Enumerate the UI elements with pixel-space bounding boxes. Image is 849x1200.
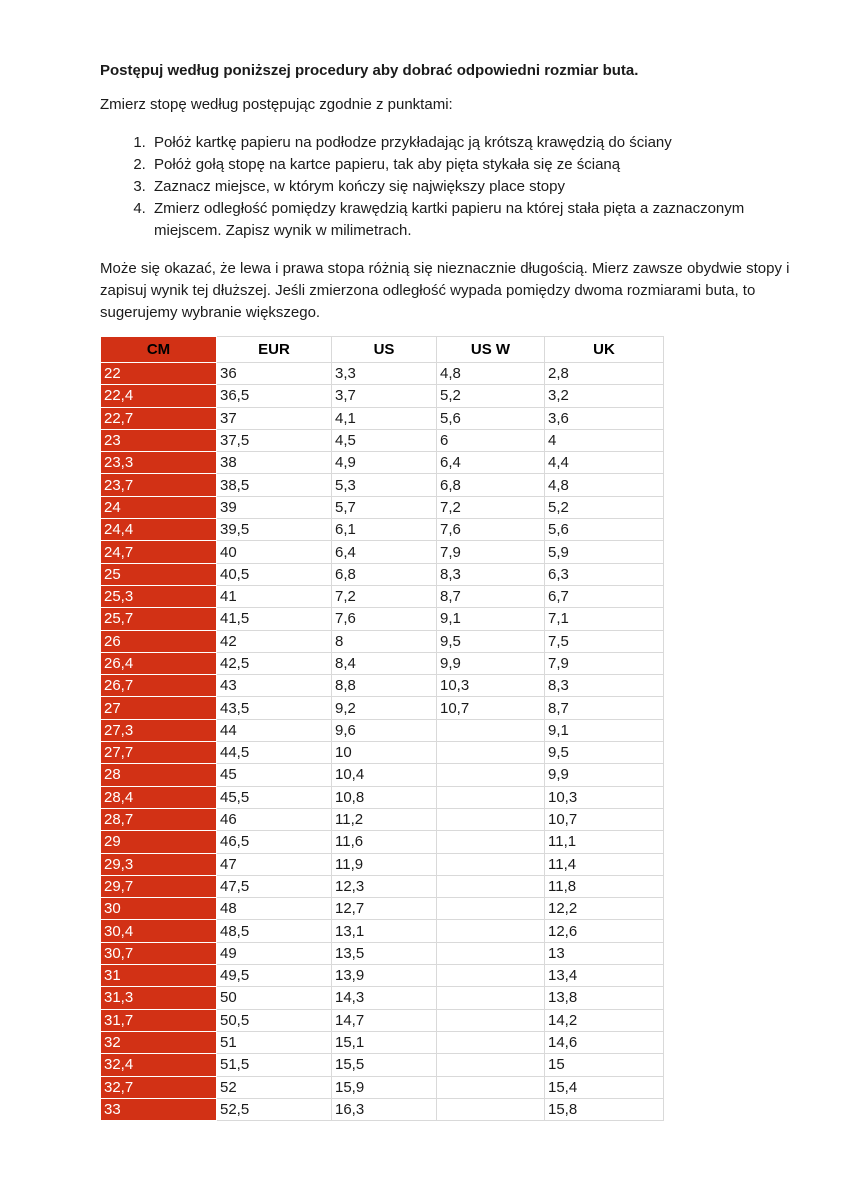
cell-eur: 51 — [217, 1031, 332, 1053]
table-row — [101, 764, 664, 786]
instruction-step-3: 3. Zaznacz miejsce, w którym kończy się największy place stopy — [150, 176, 800, 198]
cell-uk: 7,1 — [545, 608, 664, 630]
cell-cm: 28 — [101, 764, 217, 786]
table-row — [101, 675, 664, 697]
cell-us: 4,1 — [332, 407, 437, 429]
cell-usw: 9,5 — [437, 630, 545, 652]
cell-eur: 52,5 — [217, 1098, 332, 1120]
cell-eur: 38,5 — [217, 474, 332, 496]
cell-cm: 26,4 — [101, 652, 217, 674]
cell-uk: 5,6 — [545, 519, 664, 541]
cell-eur: 37,5 — [217, 429, 332, 451]
cell-usw — [437, 853, 545, 875]
cell-usw — [437, 1076, 545, 1098]
cell-cm: 29 — [101, 831, 217, 853]
cell-us: 14,3 — [332, 987, 437, 1009]
table-row — [101, 1098, 664, 1120]
cell-eur: 42,5 — [217, 652, 332, 674]
cell-uk: 10,3 — [545, 786, 664, 808]
table-row — [101, 965, 664, 987]
table-row — [101, 719, 664, 741]
table-row — [101, 385, 664, 407]
cell-cm: 22,7 — [101, 407, 217, 429]
table-row — [101, 898, 664, 920]
cell-us: 10,4 — [332, 764, 437, 786]
cell-eur: 40,5 — [217, 563, 332, 585]
cell-cm: 29,3 — [101, 853, 217, 875]
cell-usw — [437, 831, 545, 853]
table-row — [101, 808, 664, 830]
cell-uk: 9,5 — [545, 742, 664, 764]
cell-eur: 39,5 — [217, 519, 332, 541]
cell-eur: 40 — [217, 541, 332, 563]
cell-usw — [437, 942, 545, 964]
cell-usw — [437, 965, 545, 987]
cell-usw: 9,1 — [437, 608, 545, 630]
cell-eur: 42 — [217, 630, 332, 652]
cell-uk: 3,2 — [545, 385, 664, 407]
table-row — [101, 519, 664, 541]
cell-us: 8,4 — [332, 652, 437, 674]
cell-cm: 32,4 — [101, 1054, 217, 1076]
cell-eur: 37 — [217, 407, 332, 429]
cell-us: 3,3 — [332, 363, 437, 385]
cell-us: 16,3 — [332, 1098, 437, 1120]
cell-uk: 7,9 — [545, 652, 664, 674]
cell-cm: 24 — [101, 496, 217, 518]
cell-uk: 4 — [545, 429, 664, 451]
note-paragraph: Może się okazać, że lewa i prawa stopa różnią się nieznacznie długością. Mierz zawsze obydwie stopy i zapisuj wynik tej dłuższej. Jeśli zmierzona odległość wypada pomiędzy dwoma rozmiarami buta, to sugerujemy wybranie większego. — [100, 260, 790, 321]
cell-usw — [437, 808, 545, 830]
cell-cm: 30,4 — [101, 920, 217, 942]
table-row — [101, 1054, 664, 1076]
cell-cm: 23 — [101, 429, 217, 451]
cell-cm: 27 — [101, 697, 217, 719]
table-row — [101, 920, 664, 942]
cell-eur: 49,5 — [217, 965, 332, 987]
cell-cm: 25,3 — [101, 585, 217, 607]
cell-uk: 11,8 — [545, 875, 664, 897]
cell-cm: 23,7 — [101, 474, 217, 496]
cell-uk: 4,8 — [545, 474, 664, 496]
cell-eur: 41 — [217, 585, 332, 607]
table-row — [101, 942, 664, 964]
instruction-step-4: 4. Zmierz odległość pomiędzy krawędzią kartki papieru na której stała pięta a zaznaczonym miejscem. Zapisz wynik w milimetrach. — [150, 198, 800, 242]
cell-us: 11,9 — [332, 853, 437, 875]
cell-uk: 7,5 — [545, 630, 664, 652]
table-row — [101, 630, 664, 652]
table-row — [101, 585, 664, 607]
cell-cm: 26,7 — [101, 675, 217, 697]
table-row — [101, 496, 664, 518]
cell-uk: 8,7 — [545, 697, 664, 719]
cell-uk: 12,6 — [545, 920, 664, 942]
cell-uk: 11,4 — [545, 853, 664, 875]
cell-uk: 14,2 — [545, 1009, 664, 1031]
column-header-us: US — [332, 337, 437, 363]
cell-usw — [437, 1098, 545, 1120]
cell-usw — [437, 719, 545, 741]
table-row — [101, 407, 664, 429]
cell-uk: 15,8 — [545, 1098, 664, 1120]
table-row — [101, 363, 664, 385]
cell-eur: 43 — [217, 675, 332, 697]
cell-us: 6,8 — [332, 563, 437, 585]
cell-usw: 6,4 — [437, 452, 545, 474]
table-row — [101, 875, 664, 897]
cell-uk: 4,4 — [545, 452, 664, 474]
cell-us: 12,7 — [332, 898, 437, 920]
cell-cm: 28,7 — [101, 808, 217, 830]
cell-usw — [437, 1009, 545, 1031]
cell-us: 14,7 — [332, 1009, 437, 1031]
cell-eur: 45 — [217, 764, 332, 786]
cell-uk: 13,4 — [545, 965, 664, 987]
cell-uk: 5,9 — [545, 541, 664, 563]
cell-us: 15,1 — [332, 1031, 437, 1053]
column-header-uk: UK — [545, 337, 664, 363]
cell-cm: 23,3 — [101, 452, 217, 474]
cell-uk: 12,2 — [545, 898, 664, 920]
cell-usw: 4,8 — [437, 363, 545, 385]
cell-eur: 45,5 — [217, 786, 332, 808]
cell-uk: 11,1 — [545, 831, 664, 853]
cell-uk: 9,1 — [545, 719, 664, 741]
instructions-list — [100, 132, 800, 242]
cell-uk: 15 — [545, 1054, 664, 1076]
cell-eur: 46,5 — [217, 831, 332, 853]
document-title: Postępuj według poniższej procedury aby dobrać odpowiedni rozmiar buta. — [100, 62, 639, 79]
cell-cm: 22,4 — [101, 385, 217, 407]
cell-cm: 25,7 — [101, 608, 217, 630]
cell-us: 8,8 — [332, 675, 437, 697]
table-row — [101, 652, 664, 674]
cell-us: 9,6 — [332, 719, 437, 741]
cell-us: 5,7 — [332, 496, 437, 518]
cell-eur: 52 — [217, 1076, 332, 1098]
cell-usw: 5,2 — [437, 385, 545, 407]
cell-eur: 50,5 — [217, 1009, 332, 1031]
cell-usw: 9,9 — [437, 652, 545, 674]
cell-eur: 50 — [217, 987, 332, 1009]
cell-usw: 6 — [437, 429, 545, 451]
cell-us: 10 — [332, 742, 437, 764]
cell-us: 3,7 — [332, 385, 437, 407]
cell-usw — [437, 786, 545, 808]
cell-uk: 10,7 — [545, 808, 664, 830]
cell-eur: 48,5 — [217, 920, 332, 942]
table-header-row — [101, 337, 664, 363]
cell-cm: 26 — [101, 630, 217, 652]
cell-eur: 46 — [217, 808, 332, 830]
cell-eur: 48 — [217, 898, 332, 920]
table-row — [101, 697, 664, 719]
instruction-step-1: 1. Połóż kartkę papieru na podłodze przykładając ją krótszą krawędzią do ściany — [150, 132, 800, 154]
table-row — [101, 541, 664, 563]
cell-usw: 7,9 — [437, 541, 545, 563]
table-row — [101, 1009, 664, 1031]
table-row — [101, 1076, 664, 1098]
cell-us: 7,2 — [332, 585, 437, 607]
cell-uk: 6,7 — [545, 585, 664, 607]
cell-usw: 8,7 — [437, 585, 545, 607]
table-row — [101, 563, 664, 585]
cell-eur: 49 — [217, 942, 332, 964]
cell-eur: 44,5 — [217, 742, 332, 764]
cell-uk: 9,9 — [545, 764, 664, 786]
cell-cm: 28,4 — [101, 786, 217, 808]
cell-us: 7,6 — [332, 608, 437, 630]
cell-usw: 7,6 — [437, 519, 545, 541]
table-row — [101, 429, 664, 451]
cell-uk: 2,8 — [545, 363, 664, 385]
cell-us: 12,3 — [332, 875, 437, 897]
cell-cm: 31 — [101, 965, 217, 987]
cell-us: 13,1 — [332, 920, 437, 942]
cell-cm: 24,7 — [101, 541, 217, 563]
table-row — [101, 474, 664, 496]
cell-us: 15,5 — [332, 1054, 437, 1076]
cell-usw: 8,3 — [437, 563, 545, 585]
cell-cm: 27,7 — [101, 742, 217, 764]
cell-usw — [437, 987, 545, 1009]
cell-cm: 27,3 — [101, 719, 217, 741]
cell-eur: 44 — [217, 719, 332, 741]
cell-eur: 51,5 — [217, 1054, 332, 1076]
cell-cm: 31,3 — [101, 987, 217, 1009]
cell-eur: 36 — [217, 363, 332, 385]
table-row — [101, 1031, 664, 1053]
cell-cm: 29,7 — [101, 875, 217, 897]
cell-usw: 7,2 — [437, 496, 545, 518]
cell-cm: 22 — [101, 363, 217, 385]
cell-eur: 39 — [217, 496, 332, 518]
cell-uk: 8,3 — [545, 675, 664, 697]
cell-usw — [437, 898, 545, 920]
cell-cm: 32 — [101, 1031, 217, 1053]
cell-us: 5,3 — [332, 474, 437, 496]
cell-eur: 38 — [217, 452, 332, 474]
cell-eur: 47 — [217, 853, 332, 875]
cell-uk: 5,2 — [545, 496, 664, 518]
cell-us: 13,5 — [332, 942, 437, 964]
table-row — [101, 452, 664, 474]
cell-usw — [437, 742, 545, 764]
cell-eur: 41,5 — [217, 608, 332, 630]
table-body — [101, 363, 664, 1121]
cell-cm: 32,7 — [101, 1076, 217, 1098]
cell-uk: 13,8 — [545, 987, 664, 1009]
cell-uk: 15,4 — [545, 1076, 664, 1098]
cell-cm: 33 — [101, 1098, 217, 1120]
cell-us: 11,6 — [332, 831, 437, 853]
table-row — [101, 608, 664, 630]
cell-us: 10,8 — [332, 786, 437, 808]
cell-uk: 13 — [545, 942, 664, 964]
cell-us: 8 — [332, 630, 437, 652]
cell-us: 4,5 — [332, 429, 437, 451]
cell-cm: 25 — [101, 563, 217, 585]
cell-us: 13,9 — [332, 965, 437, 987]
instruction-step-2: 2. Połóż gołą stopę na kartce papieru, tak aby pięta stykała się ze ścianą — [150, 154, 800, 176]
cell-cm: 24,4 — [101, 519, 217, 541]
cell-usw: 10,7 — [437, 697, 545, 719]
cell-uk: 6,3 — [545, 563, 664, 585]
cell-usw — [437, 920, 545, 942]
table-header — [101, 337, 664, 363]
table-row — [101, 987, 664, 1009]
table-row — [101, 742, 664, 764]
table-row — [101, 831, 664, 853]
cell-uk: 3,6 — [545, 407, 664, 429]
cell-us: 15,9 — [332, 1076, 437, 1098]
cell-cm: 31,7 — [101, 1009, 217, 1031]
cell-eur: 43,5 — [217, 697, 332, 719]
cell-us: 4,9 — [332, 452, 437, 474]
cell-usw — [437, 764, 545, 786]
shoe-size-table — [100, 336, 664, 1121]
table-row — [101, 853, 664, 875]
column-header-usw: US W — [437, 337, 545, 363]
cell-usw — [437, 875, 545, 897]
cell-us: 11,2 — [332, 808, 437, 830]
intro-text: Zmierz stopę według postępując zgodnie z punktami: — [100, 96, 453, 113]
cell-usw: 5,6 — [437, 407, 545, 429]
cell-usw — [437, 1031, 545, 1053]
cell-eur: 36,5 — [217, 385, 332, 407]
cell-eur: 47,5 — [217, 875, 332, 897]
cell-us: 6,4 — [332, 541, 437, 563]
column-header-cm: CM — [101, 337, 217, 363]
cell-us: 6,1 — [332, 519, 437, 541]
cell-usw: 10,3 — [437, 675, 545, 697]
cell-cm: 30 — [101, 898, 217, 920]
cell-usw — [437, 1054, 545, 1076]
table-row — [101, 786, 664, 808]
cell-usw: 6,8 — [437, 474, 545, 496]
cell-uk: 14,6 — [545, 1031, 664, 1053]
column-header-eur: EUR — [217, 337, 332, 363]
cell-cm: 30,7 — [101, 942, 217, 964]
cell-us: 9,2 — [332, 697, 437, 719]
